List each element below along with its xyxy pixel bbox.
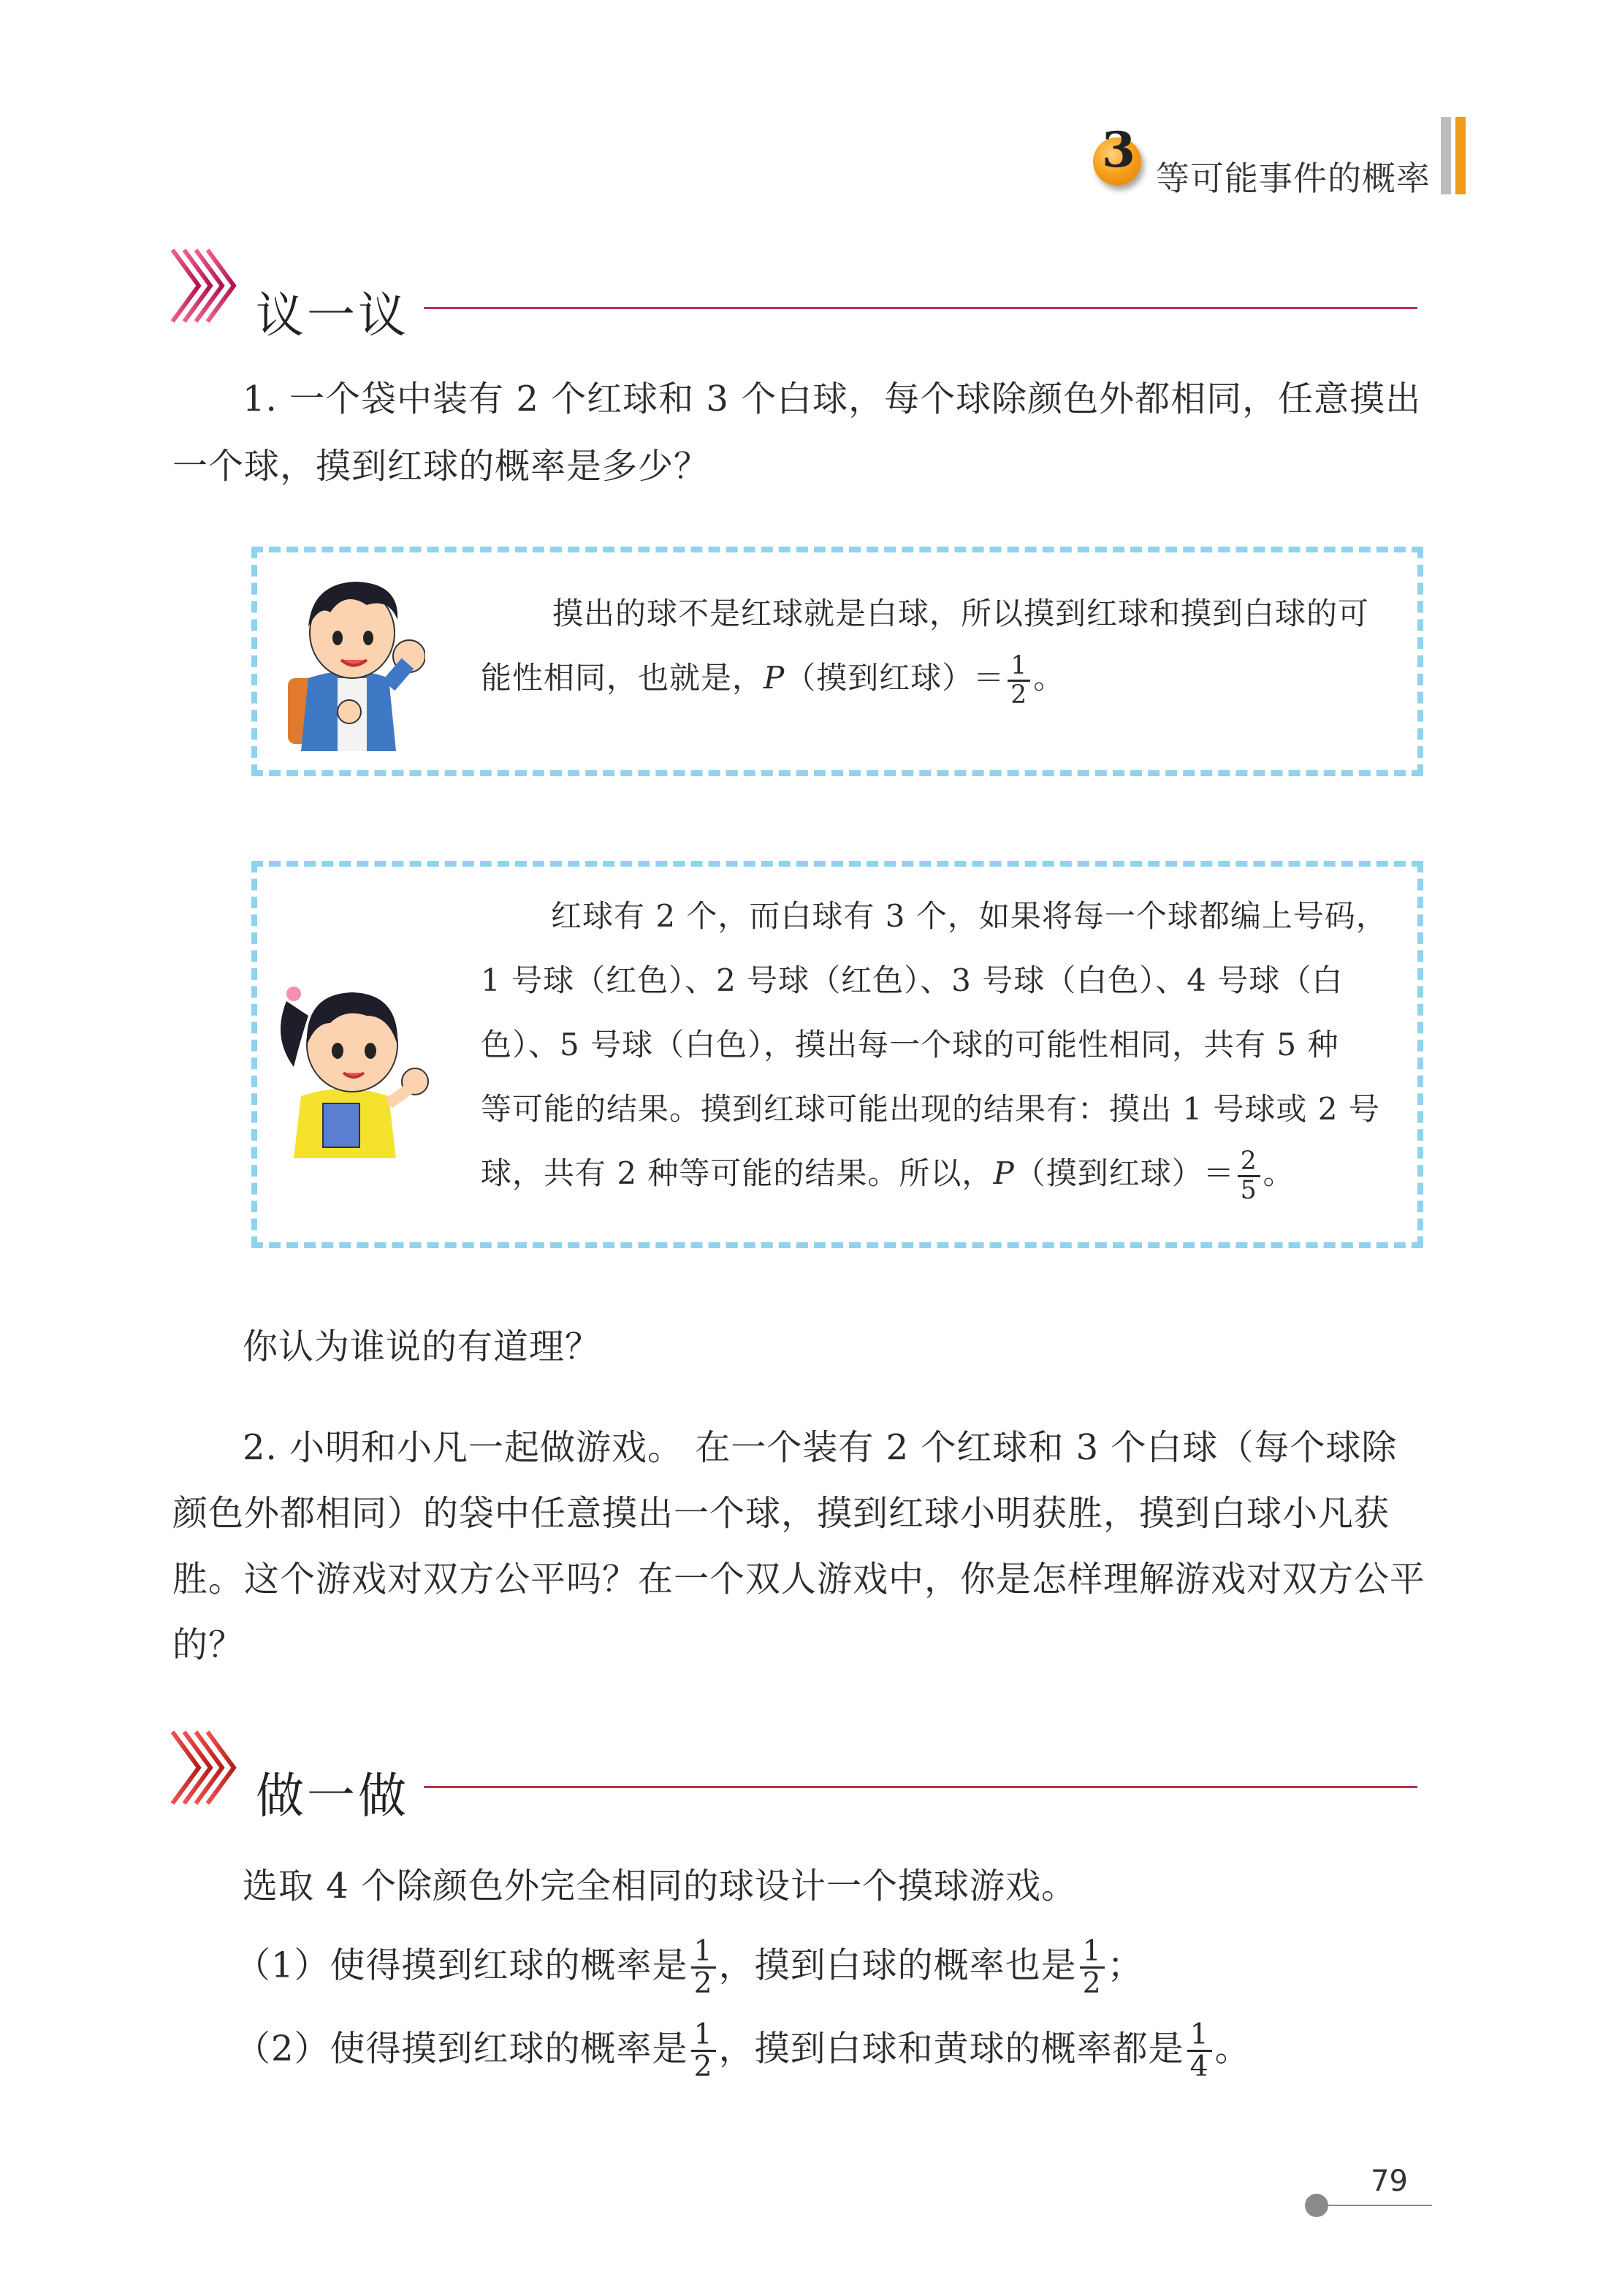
chapter-number: 3 xyxy=(1102,121,1135,178)
fraction-numerator: 1 xyxy=(1080,1936,1105,1969)
item-2-prefix: （2）使得摸到红球的概率是 xyxy=(235,2028,688,2069)
boy-illustration xyxy=(279,569,425,759)
bubble-1-line-2-text: 能性相同，也就是， xyxy=(481,660,764,696)
bubble-2-line-2: 1 号球（红色）、2 号球（红色）、3 号球（白色）、4 号球（白 xyxy=(481,962,1344,998)
item-1-prefix: （1）使得摸到红球的概率是 xyxy=(235,1945,688,1986)
fraction-numerator: 1 xyxy=(691,1936,716,1969)
practice-intro: 选取 4 个除颜色外完全相同的球设计一个摸球游戏。 xyxy=(243,1866,1078,1907)
bubble-1-line-1: 摸出的球不是红球就是白球，所以摸到红球和摸到白球的可 xyxy=(552,596,1370,631)
fraction-numerator: 2 xyxy=(1238,1148,1260,1176)
bubble-2-line-3: 色）、5 号球（白色），摸出每一个球的可能性相同，共有 5 种 xyxy=(481,1027,1339,1063)
page-number: 79 xyxy=(1371,2164,1408,2198)
section-divider xyxy=(424,1786,1417,1788)
fraction-one-half xyxy=(691,2020,716,2083)
section-title-practice: 做一做 xyxy=(256,1768,409,1824)
event-text: （摸到红球）＝ xyxy=(1014,1155,1235,1191)
period: 。 xyxy=(1214,2028,1251,2069)
practice-item-1 xyxy=(235,1936,1143,1999)
bubble-2-line-5-text: 球，共有 2 种等可能的结果。所以， xyxy=(481,1155,994,1191)
bubble-2-line-4: 等可能的结果。摸到红球可能出现的结果有：摸出 1 号球或 2 号 xyxy=(481,1091,1380,1127)
header-orange-bar xyxy=(1455,117,1466,194)
bubble-2-text xyxy=(481,884,1387,1206)
page-dot-icon xyxy=(1305,2194,1328,2217)
fraction-numerator: 1 xyxy=(1008,653,1030,681)
bubble-1-text xyxy=(482,582,1369,710)
fraction-denominator: 2 xyxy=(1082,1966,1102,2001)
question-1-followup: 你认为谁说的有道理？ xyxy=(243,1326,601,1367)
fraction-denominator: 4 xyxy=(1189,2050,1209,2084)
section-divider xyxy=(424,307,1417,309)
probability-symbol: P xyxy=(993,1155,1015,1191)
fraction-denominator: 2 xyxy=(693,1966,713,2001)
bubble-2-line-5 xyxy=(481,1141,1387,1206)
question-2: 2. 小明和小凡一起做游戏。 在一个装有 2 个红球和 3 个白球（每个球除颜色外都相同）的袋中任意摸出一个球，摸到红球小明获胜，摸到白球小凡获胜。这个游戏对双方公平吗？在一个双人游戏中，你是怎样理解游戏对双方公平的？ xyxy=(172,1427,1426,1665)
fraction-numerator: 1 xyxy=(1187,2020,1212,2052)
semicolon: ； xyxy=(1107,1945,1143,1986)
fraction-numerator: 1 xyxy=(691,2020,716,2052)
bubble-1-line-2 xyxy=(481,646,1369,710)
chapter-title: 等可能事件的概率 xyxy=(1156,159,1431,198)
period: 。 xyxy=(1263,1155,1295,1191)
fraction-denominator: 2 xyxy=(693,2050,713,2084)
fraction-one-half xyxy=(1080,1936,1105,1999)
girl-illustration xyxy=(272,972,440,1162)
practice-item-2 xyxy=(235,2020,1251,2083)
bubble-2-line-1: 红球有 2 个，而白球有 3 个，如果将每一个球都编上号码， xyxy=(551,898,1387,934)
chevrons-icon xyxy=(170,1727,243,1808)
chevrons-icon xyxy=(170,246,243,326)
fraction-one-half xyxy=(1008,651,1030,710)
item-2-mid: ，摸到白球和黄球的概率都是 xyxy=(718,2028,1184,2069)
period: 。 xyxy=(1033,660,1065,696)
page-rule xyxy=(1328,2205,1432,2206)
fraction-denominator: 5 xyxy=(1240,1175,1257,1205)
event-text: （摸到红球）＝ xyxy=(785,660,1005,696)
fraction-denominator: 2 xyxy=(1010,680,1028,710)
fraction-one-half xyxy=(691,1936,716,1999)
item-1-mid: ，摸到白球的概率也是 xyxy=(718,1945,1077,1986)
question-1: 1. 一个袋中装有 2 个红球和 3 个白球，每个球除颜色外都相同，任意摸出一个球，摸到红球的概率是多少？ xyxy=(172,379,1422,487)
section-title-discuss: 议一议 xyxy=(256,287,409,343)
fraction-one-quarter xyxy=(1187,2020,1212,2083)
probability-symbol: P xyxy=(764,660,785,696)
header-gray-bar xyxy=(1441,117,1451,194)
fraction-two-fifths xyxy=(1238,1148,1260,1203)
